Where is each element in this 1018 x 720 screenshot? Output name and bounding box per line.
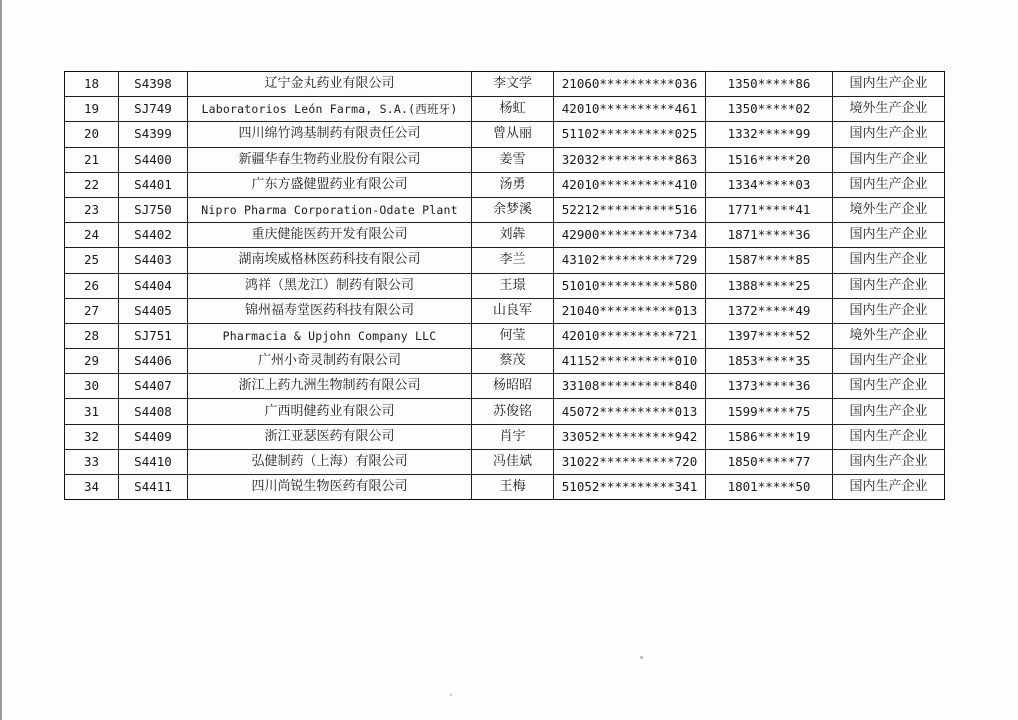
enterprise-type-cell: 国内生产企业 <box>833 147 945 172</box>
phone-number-cell: 1332*****99 <box>706 122 833 147</box>
phone-number-cell: 1350*****02 <box>706 97 833 122</box>
enterprise-type-cell: 国内生产企业 <box>833 122 945 147</box>
scan-speck <box>640 656 643 659</box>
enterprise-type-cell: 国内生产企业 <box>833 374 945 399</box>
filing-code-cell: S4401 <box>119 172 188 197</box>
row-number-cell: 22 <box>65 172 119 197</box>
phone-number-cell: 1334*****03 <box>706 172 833 197</box>
filing-code-cell: S4409 <box>119 424 188 449</box>
filing-code-cell: SJ751 <box>119 323 188 348</box>
contact-person-cell: 曾从丽 <box>472 122 554 147</box>
company-name-cell: 重庆健能医药开发有限公司 <box>188 223 472 248</box>
row-number-cell: 29 <box>65 349 119 374</box>
id-number-cell: 51052**********341 <box>554 475 706 500</box>
enterprise-type-cell: 国内生产企业 <box>833 449 945 474</box>
row-number-cell: 21 <box>65 147 119 172</box>
contact-person-cell: 王璟 <box>472 273 554 298</box>
filing-code-cell: S4402 <box>119 223 188 248</box>
enterprise-type-cell: 国内生产企业 <box>833 273 945 298</box>
id-number-cell: 42010**********461 <box>554 97 706 122</box>
company-name-cell: Nipro Pharma Corporation-Odate Plant <box>188 197 472 222</box>
company-name-cell: Pharmacia & Upjohn Company LLC <box>188 323 472 348</box>
row-number-cell: 30 <box>65 374 119 399</box>
table-row <box>65 197 945 222</box>
row-number-cell: 26 <box>65 273 119 298</box>
phone-number-cell: 1516*****20 <box>706 147 833 172</box>
scan-speck <box>450 694 452 696</box>
row-number-cell: 27 <box>65 298 119 323</box>
table-row <box>65 97 945 122</box>
company-name-cell: 广东方盛健盟药业有限公司 <box>188 172 472 197</box>
company-name-cell: 浙江亚瑟医药有限公司 <box>188 424 472 449</box>
filing-code-cell: S4400 <box>119 147 188 172</box>
phone-number-cell: 1397*****52 <box>706 323 833 348</box>
company-name-cell: 四川绵竹鸿基制药有限责任公司 <box>188 122 472 147</box>
company-name-cell: 锦州福寿堂医药科技有限公司 <box>188 298 472 323</box>
filing-code-cell: S4410 <box>119 449 188 474</box>
table-row <box>65 298 945 323</box>
filing-code-cell: S4411 <box>119 475 188 500</box>
filing-code-cell: S4408 <box>119 399 188 424</box>
contact-person-cell: 余梦溪 <box>472 197 554 222</box>
company-name-cell: Laboratorios León Farma, S.A.(西班牙) <box>188 97 472 122</box>
table-row <box>65 147 945 172</box>
company-name-cell: 广州小奇灵制药有限公司 <box>188 349 472 374</box>
enterprise-type-cell: 国内生产企业 <box>833 475 945 500</box>
phone-number-cell: 1771*****41 <box>706 197 833 222</box>
id-number-cell: 33052**********942 <box>554 424 706 449</box>
row-number-cell: 18 <box>65 72 119 97</box>
enterprise-registry-table <box>64 71 945 500</box>
page-edge <box>0 0 2 720</box>
phone-number-cell: 1801*****50 <box>706 475 833 500</box>
id-number-cell: 31022**********720 <box>554 449 706 474</box>
table-row <box>65 248 945 273</box>
table-row <box>65 475 945 500</box>
enterprise-type-cell: 国内生产企业 <box>833 424 945 449</box>
enterprise-type-cell: 国内生产企业 <box>833 72 945 97</box>
row-number-cell: 24 <box>65 223 119 248</box>
row-number-cell: 19 <box>65 97 119 122</box>
row-number-cell: 34 <box>65 475 119 500</box>
contact-person-cell: 李兰 <box>472 248 554 273</box>
table-row <box>65 449 945 474</box>
filing-code-cell: S4398 <box>119 72 188 97</box>
table-row <box>65 323 945 348</box>
contact-person-cell: 山良军 <box>472 298 554 323</box>
contact-person-cell: 姜雪 <box>472 147 554 172</box>
company-name-cell: 新疆华春生物药业股份有限公司 <box>188 147 472 172</box>
table-row <box>65 122 945 147</box>
table-row <box>65 399 945 424</box>
id-number-cell: 33108**********840 <box>554 374 706 399</box>
company-name-cell: 鸿祥（黑龙江）制药有限公司 <box>188 273 472 298</box>
contact-person-cell: 冯佳斌 <box>472 449 554 474</box>
enterprise-type-cell: 国内生产企业 <box>833 399 945 424</box>
enterprise-type-cell: 国内生产企业 <box>833 349 945 374</box>
id-number-cell: 42010**********410 <box>554 172 706 197</box>
filing-code-cell: S4399 <box>119 122 188 147</box>
table-row <box>65 349 945 374</box>
id-number-cell: 43102**********729 <box>554 248 706 273</box>
contact-person-cell: 肖宇 <box>472 424 554 449</box>
filing-code-cell: S4403 <box>119 248 188 273</box>
row-number-cell: 25 <box>65 248 119 273</box>
enterprise-type-cell: 国内生产企业 <box>833 298 945 323</box>
phone-number-cell: 1388*****25 <box>706 273 833 298</box>
id-number-cell: 42010**********721 <box>554 323 706 348</box>
filing-code-cell: SJ749 <box>119 97 188 122</box>
table-row <box>65 172 945 197</box>
phone-number-cell: 1350*****86 <box>706 72 833 97</box>
row-number-cell: 23 <box>65 197 119 222</box>
company-name-cell: 四川尚锐生物医药有限公司 <box>188 475 472 500</box>
company-name-cell: 弘健制药（上海）有限公司 <box>188 449 472 474</box>
phone-number-cell: 1871*****36 <box>706 223 833 248</box>
table-row <box>65 374 945 399</box>
id-number-cell: 45072**********013 <box>554 399 706 424</box>
contact-person-cell: 杨昭昭 <box>472 374 554 399</box>
contact-person-cell: 何莹 <box>472 323 554 348</box>
filing-code-cell: S4405 <box>119 298 188 323</box>
table-body <box>65 72 945 500</box>
phone-number-cell: 1372*****49 <box>706 298 833 323</box>
row-number-cell: 33 <box>65 449 119 474</box>
company-name-cell: 湖南埃威格林医药科技有限公司 <box>188 248 472 273</box>
id-number-cell: 51102**********025 <box>554 122 706 147</box>
phone-number-cell: 1373*****36 <box>706 374 833 399</box>
row-number-cell: 28 <box>65 323 119 348</box>
table-row <box>65 72 945 97</box>
row-number-cell: 32 <box>65 424 119 449</box>
id-number-cell: 52212**********516 <box>554 197 706 222</box>
phone-number-cell: 1587*****85 <box>706 248 833 273</box>
table-row <box>65 273 945 298</box>
phone-number-cell: 1586*****19 <box>706 424 833 449</box>
filing-code-cell: S4404 <box>119 273 188 298</box>
contact-person-cell: 汤勇 <box>472 172 554 197</box>
enterprise-type-cell: 境外生产企业 <box>833 323 945 348</box>
row-number-cell: 31 <box>65 399 119 424</box>
enterprise-type-cell: 国内生产企业 <box>833 248 945 273</box>
filing-code-cell: SJ750 <box>119 197 188 222</box>
enterprise-type-cell: 境外生产企业 <box>833 197 945 222</box>
phone-number-cell: 1853*****35 <box>706 349 833 374</box>
id-number-cell: 51010**********580 <box>554 273 706 298</box>
contact-person-cell: 苏俊铭 <box>472 399 554 424</box>
company-name-cell: 广西明健药业有限公司 <box>188 399 472 424</box>
contact-person-cell: 蔡茂 <box>472 349 554 374</box>
id-number-cell: 21060**********036 <box>554 72 706 97</box>
row-number-cell: 20 <box>65 122 119 147</box>
contact-person-cell: 杨虹 <box>472 97 554 122</box>
filing-code-cell: S4407 <box>119 374 188 399</box>
id-number-cell: 41152**********010 <box>554 349 706 374</box>
id-number-cell: 21040**********013 <box>554 298 706 323</box>
table-row <box>65 424 945 449</box>
id-number-cell: 42900**********734 <box>554 223 706 248</box>
contact-person-cell: 李文学 <box>472 72 554 97</box>
id-number-cell: 32032**********863 <box>554 147 706 172</box>
enterprise-type-cell: 国内生产企业 <box>833 223 945 248</box>
company-name-cell: 浙江上药九洲生物制药有限公司 <box>188 374 472 399</box>
enterprise-type-cell: 国内生产企业 <box>833 172 945 197</box>
contact-person-cell: 王梅 <box>472 475 554 500</box>
phone-number-cell: 1599*****75 <box>706 399 833 424</box>
contact-person-cell: 刘犇 <box>472 223 554 248</box>
filing-code-cell: S4406 <box>119 349 188 374</box>
phone-number-cell: 1850*****77 <box>706 449 833 474</box>
company-name-cell: 辽宁金丸药业有限公司 <box>188 72 472 97</box>
table-row <box>65 223 945 248</box>
enterprise-type-cell: 境外生产企业 <box>833 97 945 122</box>
